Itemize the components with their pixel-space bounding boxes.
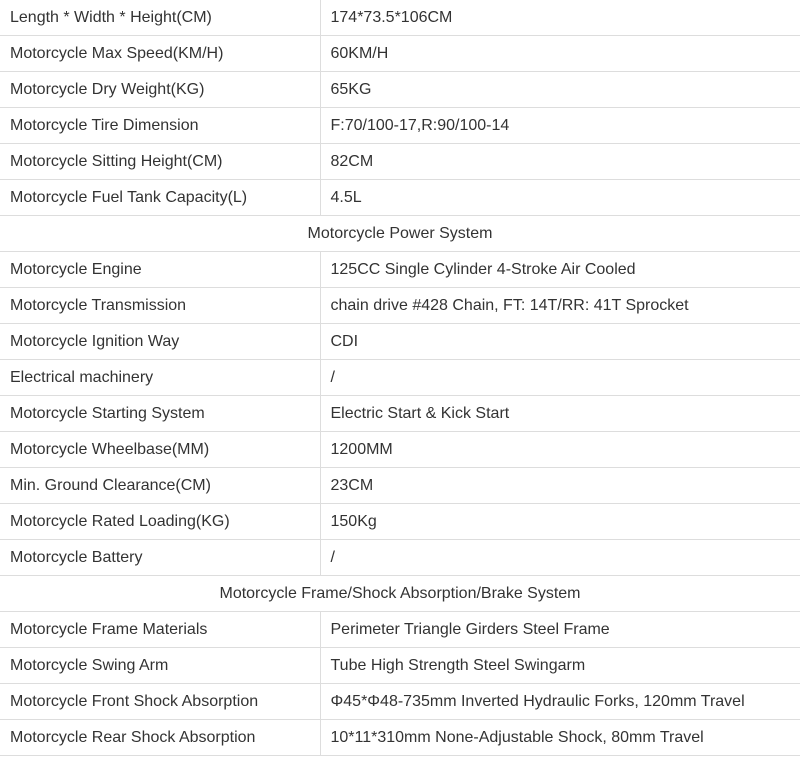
section-title: Motorcycle Power System xyxy=(0,216,800,252)
spec-row xyxy=(0,468,800,504)
section-title: Motorcycle Frame/Shock Absorption/Brake System xyxy=(0,576,800,612)
spec-label: Motorcycle Max Speed(KM/H) xyxy=(0,36,320,72)
spec-row xyxy=(0,720,800,756)
spec-label: Motorcycle Wheelbase(MM) xyxy=(0,432,320,468)
spec-row xyxy=(0,180,800,216)
spec-row xyxy=(0,324,800,360)
spec-row xyxy=(0,648,800,684)
spec-row xyxy=(0,36,800,72)
spec-row xyxy=(0,360,800,396)
spec-label: Min. Ground Clearance(CM) xyxy=(0,468,320,504)
spec-value: 65KG xyxy=(320,72,800,108)
spec-row xyxy=(0,252,800,288)
spec-value: Tube High Strength Steel Swingarm xyxy=(320,648,800,684)
spec-row xyxy=(0,0,800,36)
spec-value: / xyxy=(320,360,800,396)
spec-value: Perimeter Triangle Girders Steel Frame xyxy=(320,612,800,648)
spec-label: Motorcycle Swing Arm xyxy=(0,648,320,684)
spec-row xyxy=(0,396,800,432)
spec-label: Motorcycle Battery xyxy=(0,540,320,576)
spec-label: Motorcycle Dry Weight(KG) xyxy=(0,72,320,108)
spec-row xyxy=(0,504,800,540)
spec-row xyxy=(0,144,800,180)
spec-value: CDI xyxy=(320,324,800,360)
spec-row xyxy=(0,432,800,468)
section-header-row xyxy=(0,216,800,252)
spec-label: Motorcycle Sitting Height(CM) xyxy=(0,144,320,180)
spec-label: Motorcycle Frame Materials xyxy=(0,612,320,648)
spec-row xyxy=(0,108,800,144)
spec-value: F:70/100-17,R:90/100-14 xyxy=(320,108,800,144)
spec-label: Electrical machinery xyxy=(0,360,320,396)
spec-label: Motorcycle Tire Dimension xyxy=(0,108,320,144)
spec-label: Motorcycle Transmission xyxy=(0,288,320,324)
spec-value: 150Kg xyxy=(320,504,800,540)
spec-label: Motorcycle Rear Shock Absorption xyxy=(0,720,320,756)
spec-value: 60KM/H xyxy=(320,36,800,72)
section-header-row xyxy=(0,576,800,612)
spec-label: Length * Width * Height(CM) xyxy=(0,0,320,36)
spec-label: Motorcycle Starting System xyxy=(0,396,320,432)
spec-row xyxy=(0,612,800,648)
spec-value: 4.5L xyxy=(320,180,800,216)
spec-value: / xyxy=(320,540,800,576)
spec-value: Φ45*Φ48-735mm Inverted Hydraulic Forks, 120mm Travel xyxy=(320,684,800,720)
spec-label: Motorcycle Rated Loading(KG) xyxy=(0,504,320,540)
spec-value: 125CC Single Cylinder 4-Stroke Air Cooled xyxy=(320,252,800,288)
spec-value: 23CM xyxy=(320,468,800,504)
spec-label: Motorcycle Fuel Tank Capacity(L) xyxy=(0,180,320,216)
spec-row xyxy=(0,540,800,576)
spec-label: Motorcycle Ignition Way xyxy=(0,324,320,360)
spec-value: 82CM xyxy=(320,144,800,180)
spec-label: Motorcycle Engine xyxy=(0,252,320,288)
spec-value: 174*73.5*106CM xyxy=(320,0,800,36)
spec-value: Electric Start & Kick Start xyxy=(320,396,800,432)
spec-row xyxy=(0,288,800,324)
spec-value: 1200MM xyxy=(320,432,800,468)
spec-label: Motorcycle Front Shock Absorption xyxy=(0,684,320,720)
spec-value: 10*11*310mm None-Adjustable Shock, 80mm Travel xyxy=(320,720,800,756)
spec-row xyxy=(0,684,800,720)
spec-row xyxy=(0,72,800,108)
spec-value: chain drive #428 Chain, FT: 14T/RR: 41T Sprocket xyxy=(320,288,800,324)
